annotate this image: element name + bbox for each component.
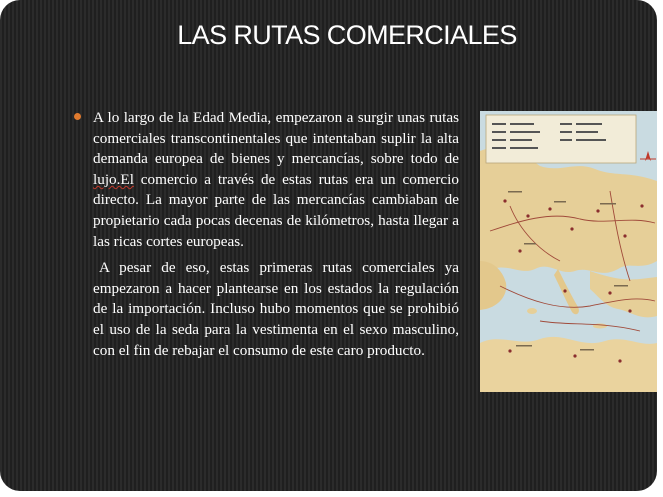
paragraph-1-text: A lo largo de la Edad Media, empezaron a surgir unas rutas comerciales transcontinentales que intentaban suplir la alta demanda europea de bienes y mercancías, sobre todo de	[93, 109, 459, 168]
slide-body	[93, 108, 459, 361]
bullet-icon	[74, 113, 81, 120]
slide-title: LAS RUTAS COMERCIALES	[177, 20, 517, 50]
paragraph-2: A pesar de eso, estas primeras rutas comerciales ya empezaron a hacer plantearse en los estados la regulación de la importación. Incluso hubo momentos que se prohibió el uso de la seda para la vestimenta en el sexo masculino, con el fin de rebajar el consumo de este caro producto.	[93, 259, 459, 359]
spellcheck-marked-word: lujo.El	[93, 170, 134, 188]
trade-routes-map-image	[480, 111, 657, 392]
paragraph-1	[93, 108, 459, 252]
paragraph-1-text-end: comercio a través de estas rutas era un comercio directo. La mayor parte de las mercancías cambiaban de propietario cada pocas decenas de kilómetros, hasta llegar a las ricas cortes europeas.	[93, 170, 459, 250]
map-graphic	[480, 111, 657, 392]
